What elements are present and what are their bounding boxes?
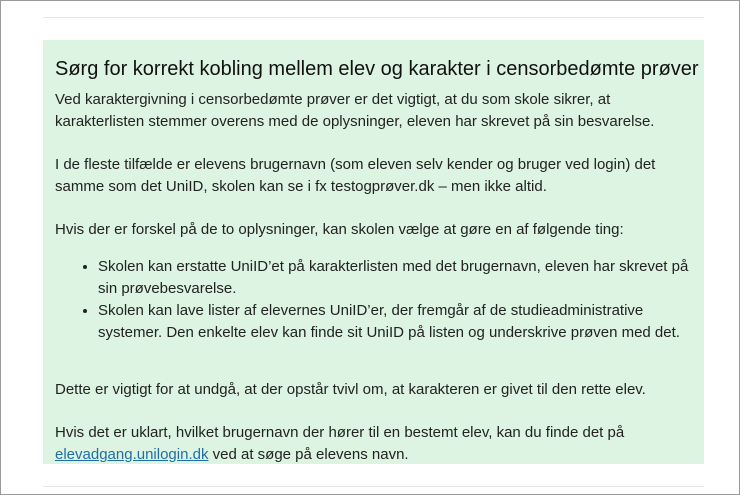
options-list: [55, 256, 694, 344]
bottom-divider: [43, 486, 704, 487]
notice-paragraph-importance: Dette er vigtigt for at undgå, at der opstår tvivl om, at karakteren er givet til den rette elev.: [55, 381, 646, 398]
notice-paragraph-lookup: [55, 422, 694, 466]
notice-paragraph-intro: Ved karaktergivning i censorbedømte prøver er det vigtigt, at du som skole sikrer, at karakterlisten stemmer overens med de oplysninger, eleven har skrevet på sin besvarelse.: [55, 91, 655, 130]
notice-paragraph-options-intro: Hvis der er forskel på de to oplysninger, kan skolen vælge at gøre en af følgende ting:: [55, 221, 624, 238]
list-item: • Skolen kan erstatte UniID’et på karakterlisten med det brugernavn, eleven har skrevet på sin prøvebesvarelse.: [98, 256, 694, 300]
info-notice-box: [43, 40, 704, 464]
lookup-text-before-link: Hvis det er uklart, hvilket brugernavn der hører til en bestemt elev, kan du finde det på: [55, 424, 625, 441]
lookup-text-after-link: ved at søge på elevens navn.: [208, 446, 409, 463]
notice-paragraph-username: I de fleste tilfælde er elevens brugernavn (som eleven selv kender og bruger ved login) det samme som det UniID, skolen kan se i fx testogprøver.dk – men ikke altid.: [55, 156, 656, 195]
top-divider: [43, 17, 704, 18]
list-item: • Skolen kan lave lister af elevernes UniID’er, der fremgår af de studieadministrative systemer. Den enkelte elev kan finde sit UniID på listen og underskrive prøven med det.: [98, 300, 694, 344]
notice-title: Sørg for korrekt kobling mellem elev og karakter i censorbedømte prøver: [55, 58, 699, 80]
elevadgang-link[interactable]: elevadgang.unilogin.dk: [55, 446, 209, 463]
